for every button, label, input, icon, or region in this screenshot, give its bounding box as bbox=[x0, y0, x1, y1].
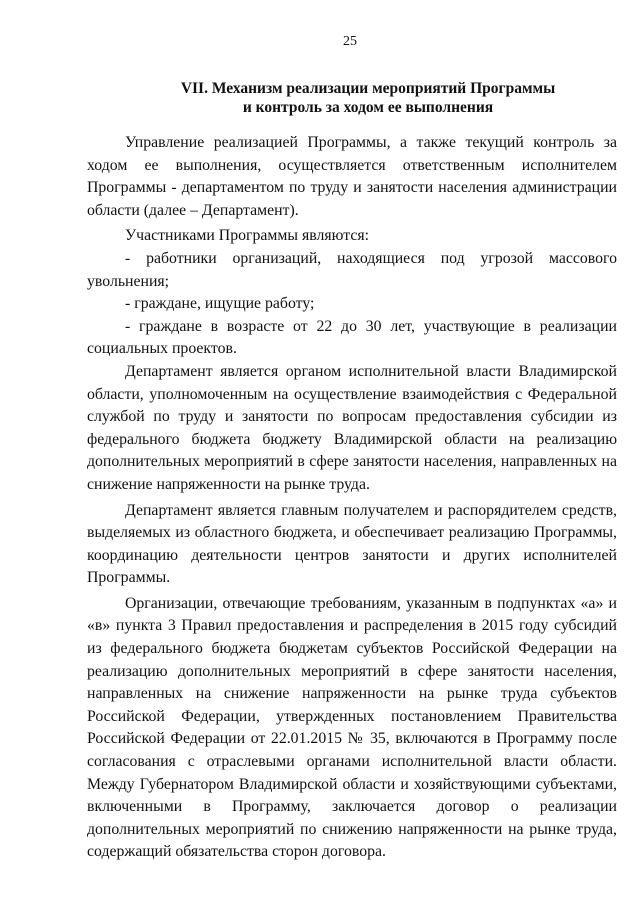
paragraph-participants-intro: Участниками Программы являются: bbox=[125, 227, 369, 245]
paragraph-department-role: Департамент является органом исполнительной власти Владимирской области, уполномоченным на осуществление взаимодействия с Федеральной службой по труду и занятости по вопросам предоставления субсидии из федерального бюджета бюджету Владимирской области на реализацию дополнительных мероприятий в сфере занятости населения, направленных на снижение напряженности на рынке труда. bbox=[87, 362, 617, 493]
section-title-line-1: VII. Механизм реализации мероприятий Программы bbox=[180, 80, 556, 97]
section-title-line-2: и контроль за ходом ее выполнения bbox=[242, 99, 494, 116]
list-item-workers: - работники организаций, находящиеся под угрозой массового увольнения; bbox=[87, 249, 617, 290]
paragraph-management: Управление реализацией Программы, а также текущий контроль за ходом ее выполнения, осуществляется ответственным исполнителем Программы - департаментом по труду и занятости населения администрации области (далее – Департамент). bbox=[87, 134, 617, 219]
section-title bbox=[118, 79, 618, 117]
paragraph-department-funds: Департамент является главным получателем и распорядителем средств, выделяемых из областного бюджета, и обеспечивает реализацию Программы, координацию деятельности центров занятости и других исполнителей Программы. bbox=[87, 501, 617, 587]
paragraph-organizations: Организации, отвечающие требованиям, указанным в подпунктах «а» и «в» пункта 3 Правил предоставления и распределения в 2015 году субсидий из федерального бюджета бюджетам субъектов Российской Федерации на реализацию дополнительных мероприятий в сфере занятости населения, направленных на снижение напряженности на рынке труда субъектов Российской Федерации, утвержденных постановлением Правительства Российской Федерации от 22.01.2015 № 35, включаются в Программу после согласования с отраслевыми органами исполнительной власти области. Между Губернатором Владимирской области и хозяйствующими субъектами, включенными в Программу, заключается договор о реализации дополнительных мероприятий по снижению напряженности на рынке труда, содержащий обязательства сторон договора. bbox=[87, 594, 617, 861]
list-item-young-citizens: - граждане в возрасте от 22 до 30 лет, участвующие в реализации социальных проектов. bbox=[87, 317, 617, 358]
page-number: 25 bbox=[343, 34, 357, 49]
document-body bbox=[87, 132, 617, 864]
list-item-job-seekers: - граждане, ищущие работу; bbox=[125, 295, 315, 313]
